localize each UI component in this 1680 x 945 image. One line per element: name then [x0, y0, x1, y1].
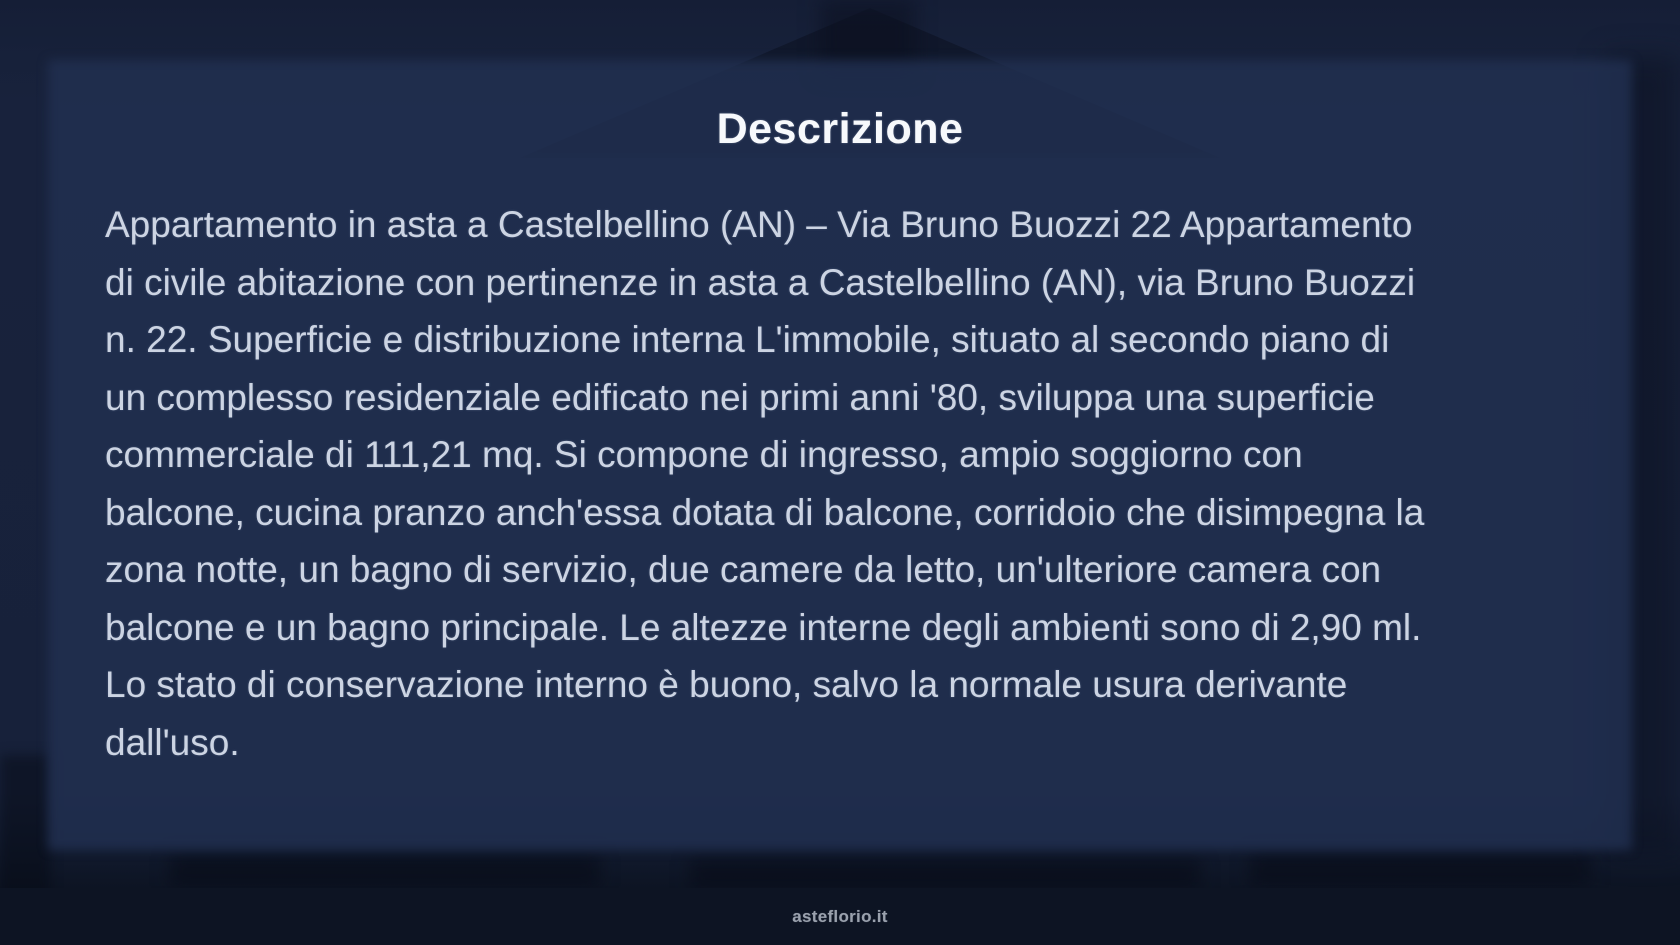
description-line: n. 22. Superficie e distribuzione interna L'immobile, situato al secondo piano di	[105, 319, 1390, 360]
footer-site-label: asteflorio.it	[792, 906, 888, 926]
description-line: balcone, cucina pranzo anch'essa dotata di balcone, corridoio che disimpegna la	[105, 491, 1425, 533]
description-line: commerciale di 111,21 mq. Si compone di ingresso, ampio soggiorno con	[105, 434, 1303, 475]
description-line: dall'uso.	[105, 721, 240, 763]
description-line: Appartamento in asta a Castelbellino (AN) – Via Bruno Buozzi 22 Appartamento	[105, 204, 1413, 245]
bottom-blurred-block	[170, 856, 600, 886]
description-paragraph	[105, 196, 1575, 771]
description-line: zona notte, un bagno di servizio, due camere da letto, un'ulteriore camera con	[105, 549, 1382, 590]
page-title: Descrizione	[716, 104, 964, 153]
description-line: un complesso residenziale edificato nei primi anni '80, sviluppa una superficie	[105, 376, 1375, 418]
footer-strip	[0, 888, 1680, 945]
description-line: Lo stato di conservazione interno è buono, salvo la normale usura derivante	[105, 664, 1348, 705]
description-line: balcone e un bagno principale. Le altezze interne degli ambienti sono di 2,90 ml.	[105, 606, 1422, 648]
bottom-blurred-block	[1250, 855, 1590, 885]
bottom-blurred-block	[690, 860, 1200, 888]
description-line: di civile abitazione con pertinenze in asta a Castelbellino (AN), via Bruno Buozzi	[105, 261, 1416, 303]
